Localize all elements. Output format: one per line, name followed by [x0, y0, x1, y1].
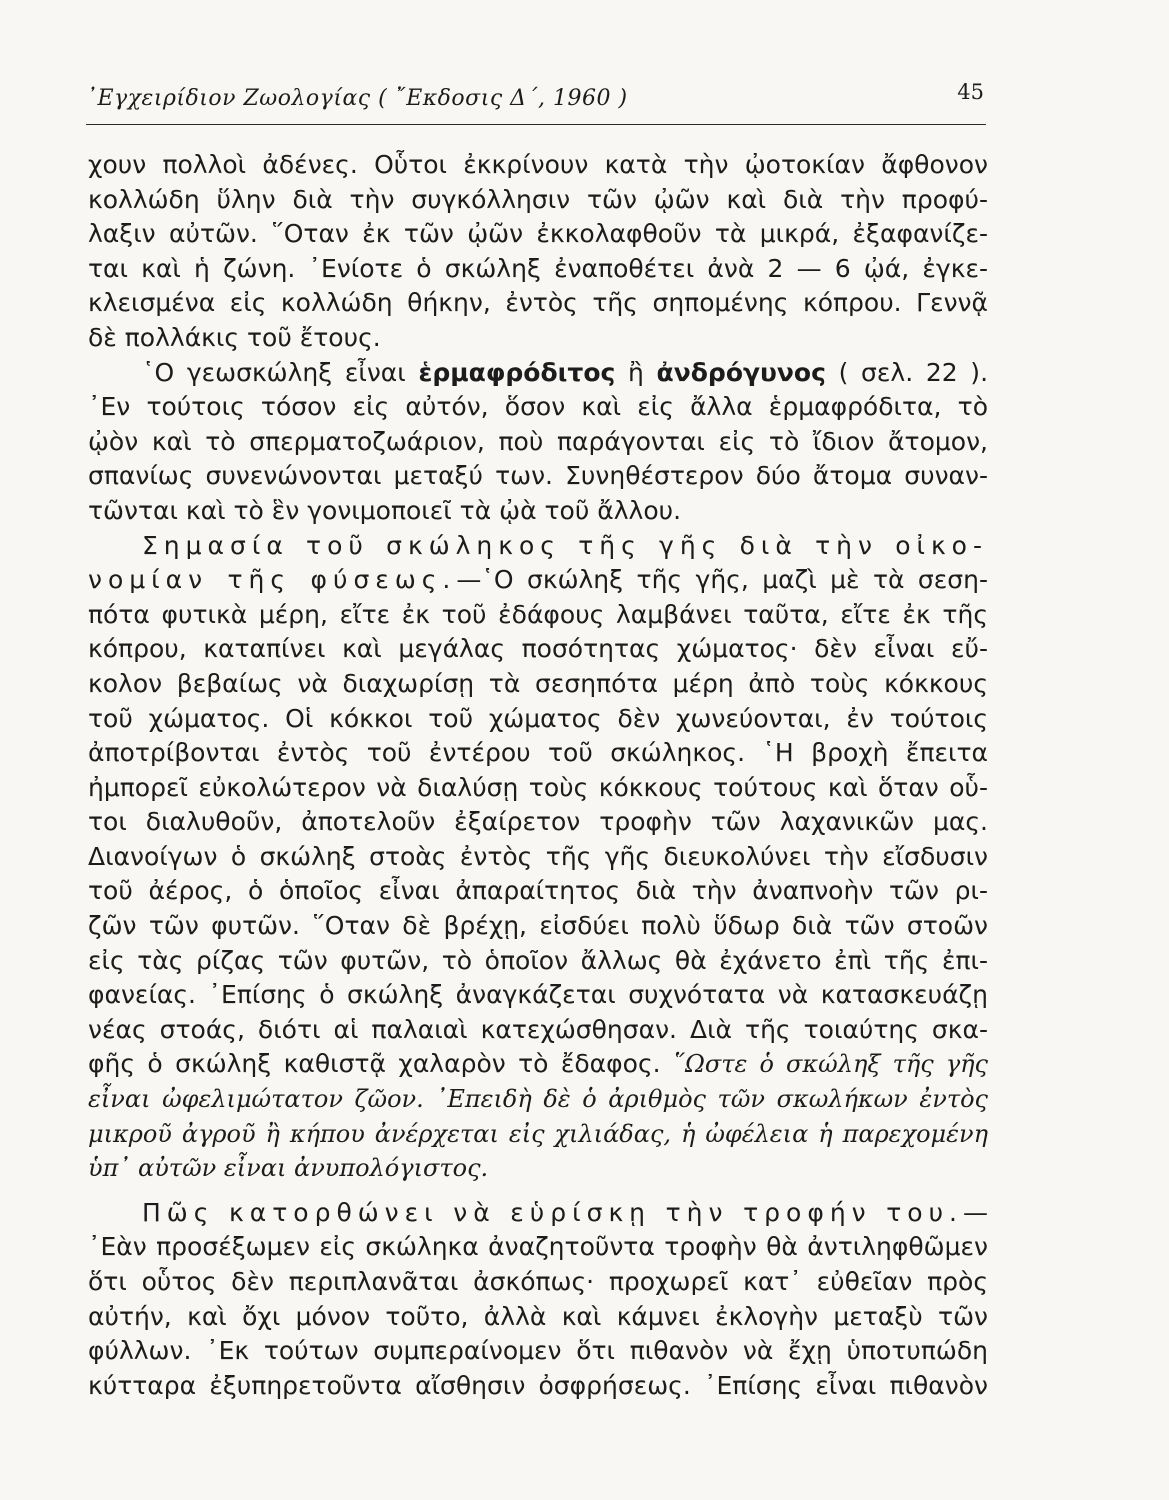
- text-line: δὲ πολλάκις τοῦ ἔτους.: [88, 322, 381, 352]
- paragraph-gap: [88, 1186, 988, 1196]
- text-line: εἰς τὰς ρίζας τῶν φυτῶν, τὸ ὁποῖον ἄλλως θὰ ἐχάνετο ἐπὶ τῆς ἐπι-: [88, 945, 988, 975]
- text-line: τοι διαλυθοῦν, ἀποτελοῦν ἐξαίρετον τροφὴν τῶν λαχανικῶν μας.: [88, 807, 988, 837]
- text-line: Διανοίγων ὁ σκώληξ στοὰς ἐντὸς τῆς γῆς διευκολύνει τὴν εἴσδυσιν: [88, 841, 988, 871]
- text-line: τῶνται καὶ τὸ ἓν γονιμοποιεῖ τὰ ᾠὰ τοῦ ἄλλου.: [88, 495, 682, 525]
- text-line: ᾿Εν τούτοις τόσον εἰς αὐτόν, ὅσον καὶ εἰς ἄλλα ἑρμαφρόδιτα, τὸ: [88, 392, 988, 422]
- text-line: ζῶν τῶν φυτῶν. ῞Οταν δὲ βρέχῃ, εἰσδύει πολὺ ὕδωρ διὰ τῶν στοῶν: [88, 911, 988, 941]
- text-line: τοῦ χώματος. Οἱ κόκκοι τοῦ χώματος δὲν χωνεύονται, ἐν τούτοις: [88, 703, 988, 733]
- text-line: [88, 1047, 988, 1082]
- text-line: [88, 356, 988, 391]
- text-line: λαξιν αὐτῶν. ῞Οταν ἐκ τῶν ᾠῶν ἐκκολαφθοῦν τὰ μικρά, ἐξαφανίζε-: [88, 219, 988, 249]
- text-line: πότα φυτικὰ μέρη, εἴτε ἐκ τοῦ ἐδάφους λαμβάνει ταῦτα, εἴτε ἐκ τῆς: [88, 599, 988, 629]
- text-segment: φῆς ὁ σκώληξ καθιστᾷ χαλαρὸν τὸ ἔδαφος.: [88, 1049, 661, 1079]
- text-line: ᾠὸν καὶ τὸ σπερματοζωάριον, ποὺ παράγονται εἰς τὸ ἴδιον ἄτομον,: [88, 426, 988, 456]
- text-line: νέας στοάς, διότι αἱ παλαιαὶ κατεχώσθησαν. Διὰ τῆς τοιαύτης σκα-: [88, 1014, 988, 1044]
- italic-segment: ῞Ωστε ὁ σκώληξ τῆς γῆς: [672, 1050, 988, 1079]
- text-line: [88, 563, 988, 598]
- text-line: κύτταρα ἐξυπηρετοῦντα αἴσθησιν ὀσφρήσεως. ᾿Επίσης εἶναι πιθανὸν: [88, 1370, 988, 1400]
- italic-line: εἶναι ὠφελιμώτατον ζῶον. ᾿Επειδὴ δὲ ὁ ἀριθμὸς τῶν σκωλήκων ἐντὸς: [88, 1085, 988, 1114]
- header-rule: [86, 124, 986, 125]
- section-heading: Πῶς κατορθώνει νὰ εὑρίσκῃ τὴν τροφήν του.: [142, 1197, 963, 1227]
- text-line: κόπρου, καταπίνει καὶ μεγάλας ποσότητας χώματος· δὲν εἶναι εὔ-: [88, 634, 988, 664]
- text-segment: ἢ: [628, 357, 644, 387]
- term-hermaphrodite: ἑρμαφρόδιτος: [418, 357, 616, 387]
- text-line: χουν πολλοὶ ἀδένες. Οὗτοι ἐκκρίνουν κατὰ τὴν ᾠοτοκίαν ἄφθονον: [88, 150, 988, 179]
- text-line: ται καὶ ἡ ζώνη. ᾿Ενίοτε ὁ σκώληξ ἐναποθέτει ἀνὰ 2 — 6 ᾠά, ἐγκε-: [88, 253, 988, 283]
- text-line: ἠμπορεῖ εὐκολώτερον νὰ διαλύσῃ τοὺς κόκκους τούτους καὶ ὅταν οὗ-: [88, 772, 988, 802]
- text-line: σπανίως συνενώνονται μεταξύ των. Συνηθέστερον δύο ἄτομα συναν-: [88, 461, 988, 491]
- text-line: φανείας. ᾿Επίσης ὁ σκώληξ ἀναγκάζεται συχνότατα νὰ κατασκευάζῃ: [88, 980, 988, 1010]
- text-line: ᾿Εὰν προσέξωμεν εἰς σκώληκα ἀναζητοῦντα τροφὴν θὰ ἀντιληφθῶμεν: [88, 1232, 988, 1262]
- text-line: αὐτήν, καὶ ὄχι μόνον τοῦτο, ἀλλὰ καὶ κάμνει ἐκλογὴν μεταξὺ τῶν: [88, 1301, 988, 1331]
- text-line: κολλώδη ὕλην διὰ τὴν συγκόλλησιν τῶν ᾠῶν καὶ διὰ τὴν προφύ-: [88, 184, 988, 214]
- section-heading-line: Σημασία τοῦ σκώληκος τῆς γῆς διὰ τὴν οἰκο-: [142, 530, 988, 560]
- text-segment: ῾Ο γεωσκώληξ εἶναι: [142, 357, 406, 387]
- text-line: κολον βεβαίως νὰ διαχωρίσῃ τὰ σεσηπότα μέρη ἀπὸ τοὺς κόκκους: [88, 668, 988, 698]
- running-header: [86, 72, 986, 112]
- text-line: ὅτι οὗτος δὲν περιπλανᾶται ἀσκόπως· προχωρεῖ κατ᾿ εὐθεῖαν πρὸς: [88, 1267, 988, 1296]
- text-segment: —῾Ο σκώληξ τῆς γῆς, μαζὶ μὲ τὰ σεση-: [456, 565, 988, 595]
- text-line: [88, 1196, 988, 1231]
- term-androgynous: ἀνδρόγυνος: [656, 357, 826, 387]
- page-number: 45: [957, 80, 984, 104]
- text-segment: —: [963, 1197, 988, 1227]
- page-body: [88, 148, 988, 1403]
- text-line: φύλλων. ᾿Εκ τούτων συμπεραίνομεν ὅτι πιθανὸν νὰ ἔχῃ ὑποτυπώδη: [88, 1336, 988, 1366]
- section-heading: νομίαν τῆς φύσεως.: [88, 565, 457, 595]
- text-line: τοῦ ἀέρος, ὁ ὁποῖος εἶναι ἀπαραίτητος διὰ τὴν ἀναπνοὴν τῶν ρι-: [88, 876, 988, 906]
- book-title: ᾿Εγχειρίδιον Ζωολογίας ( ῎Εκδοσις Δ΄, 1960 ): [86, 86, 628, 111]
- text-line: ἀποτρίβονται ἐντὸς τοῦ ἐντέρου τοῦ σκώληκος. ῾Η βροχὴ ἔπειτα: [88, 738, 988, 768]
- text-segment: ( σελ. 22 ).: [838, 357, 988, 387]
- italic-line: ὑπ᾿ αὐτῶν εἶναι ἀνυπολόγιστος.: [88, 1154, 489, 1183]
- italic-line: μικροῦ ἀγροῦ ἢ κήπου ἀνέρχεται εἰς χιλιάδας, ἡ ὠφέλεια ἡ παρεχομένη: [88, 1119, 988, 1148]
- text-line: κλεισμένα εἰς κολλώδη θήκην, ἐντὸς τῆς σηπομένης κόπρου. Γεννᾷ: [88, 288, 988, 318]
